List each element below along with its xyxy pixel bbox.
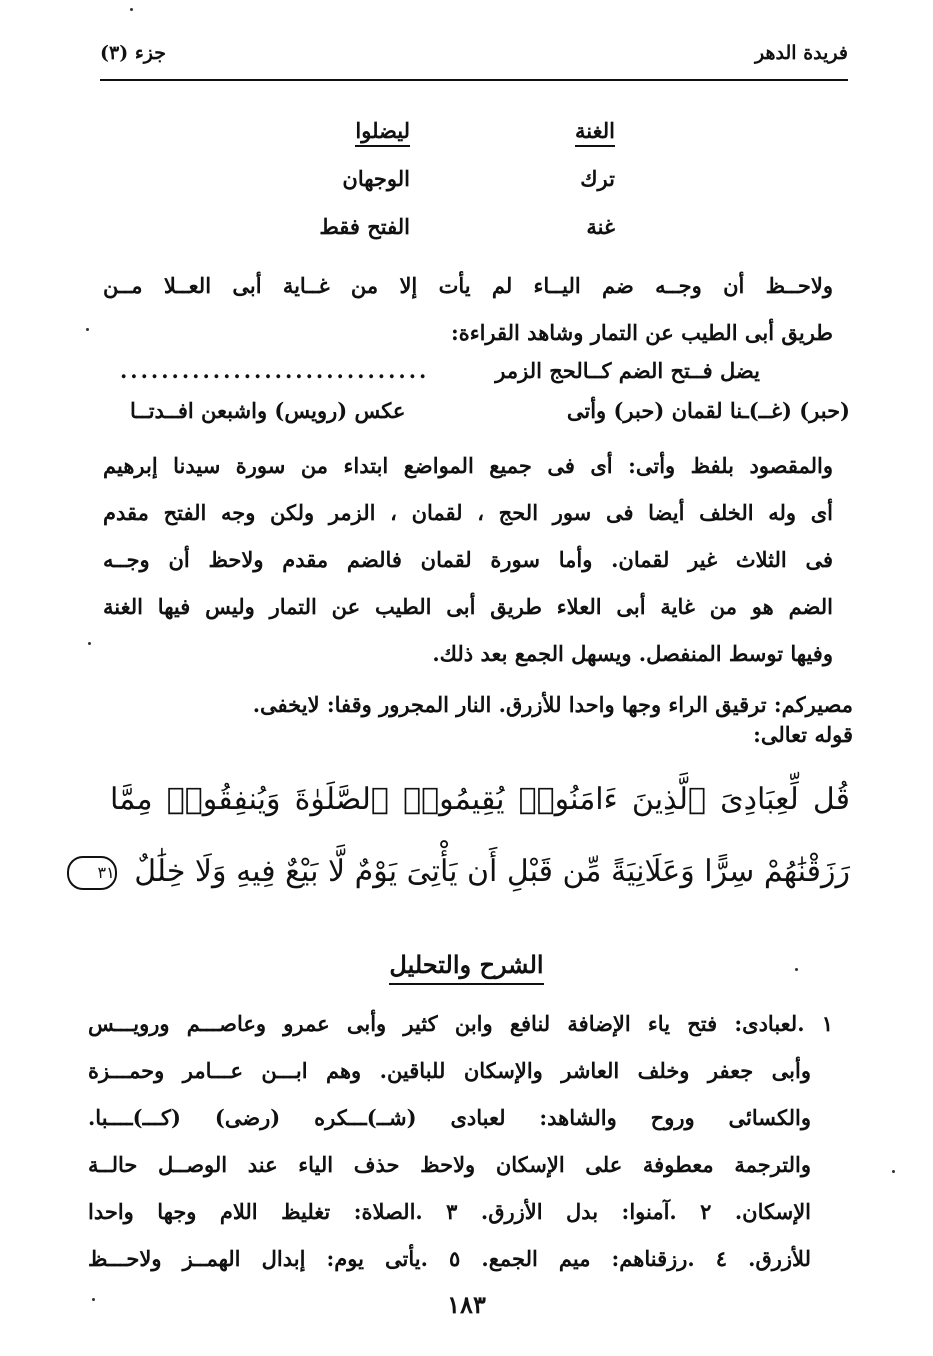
scan-speck xyxy=(130,8,133,11)
paragraph-1 xyxy=(103,262,833,356)
poem-dots: .............................. xyxy=(120,358,430,383)
text-line: للأزرق. ٤ .رزقناهم: ميم الجمع. ٥ .يأتى يوم: إبدال الهمــز ولاحـــظ xyxy=(88,1246,811,1271)
running-header xyxy=(100,38,848,78)
table-cell: الغنة xyxy=(575,118,615,147)
text-line: ١ .لعبادى: فتح ياء الإضافة لنافع وابن كثير وأبى عمرو وعاصـــم ورويـــس xyxy=(88,1011,833,1036)
book-title: فريدة الدهر xyxy=(755,42,848,64)
text-line: طريق أبى الطيب عن التمار وشاهد القراءة: xyxy=(450,320,833,345)
text-line: أى وله الخلف أيضا فى سور الحج ، لقمان ، الزمر ولكن وجه الفتح مقدم xyxy=(103,500,833,525)
quran-line-text: رَزَقْنَٰهُمْ سِرًّا وَعَلَانِيَةً مِّن قَبْلِ أَن يَأْتِىَ يَوْمٌ لَّا بَيْعٌ فِيهِ وَلَا خِلَٰلٌ xyxy=(134,854,850,889)
table-cell: الوجهان xyxy=(342,166,410,191)
paragraph-3 xyxy=(88,690,853,750)
text-line: ولاحــظ أن وجــه ضم اليــاء لم يأت إلا من غــاية أبى العــلا مــن xyxy=(103,273,833,298)
scan-speck xyxy=(892,1170,895,1173)
poem-hemistich: يضل فــتح الضم كــالحج الزمر xyxy=(495,358,760,383)
ayah-number-icon: ٣١ xyxy=(67,856,117,890)
table-cell: ترك xyxy=(580,166,615,191)
section-heading-text: الشرح والتحليل xyxy=(389,950,543,985)
readings-table xyxy=(280,118,640,262)
poem-hemistich: عكس (رويس) واشبعن افــدتــا xyxy=(130,398,406,423)
quran-line: قُل لِّعِبَادِىَ ٱلَّذِينَ ءَامَنُوا۟ يُقِيمُوا۟ ٱلصَّلَوٰةَ وَيُنفِقُوا۟ مِمَّا xyxy=(110,782,850,817)
table-row xyxy=(280,166,640,214)
part-number: جزء (٣) xyxy=(100,42,166,64)
header-rule xyxy=(100,79,848,81)
scan-speck xyxy=(795,968,798,971)
text-line: وأبى جعفر وخلف العاشر والإسكان للباقين. وهم ابـــن عـــامر وحمـــزة xyxy=(88,1058,811,1083)
text-line: والكسائى وروح والشاهد: لعبادى (شــ)ـــكره (رضى) (كـــ)ــــبا. xyxy=(88,1105,811,1130)
quran-verse xyxy=(97,764,850,908)
text-line: الضم هو من غاية أبى العلاء طريق أبى الطيب عن التمار وليس فيها الغنة xyxy=(103,594,833,619)
text-line: وفيها توسط المنفصل. ويسهل الجمع بعد ذلك. xyxy=(432,641,833,666)
text-line: والمقصود بلفظ وأتى: أى فى جميع المواضع ابتداء من سورة سيدنا إبرهيم xyxy=(103,453,833,478)
page-number: ١٨٣ xyxy=(447,1290,486,1319)
poem-line xyxy=(110,358,850,398)
table-row xyxy=(280,118,640,166)
table-cell: الفتح فقط xyxy=(319,214,410,239)
text-line: مصيركم: ترقيق الراء وجها واحدا للأزرق. النار المجرور وقفا: لايخفى. xyxy=(252,692,853,717)
scan-speck xyxy=(86,328,89,331)
poem-hemistich: (حبر) (غــ)ـنا لقمان (حبر) وأتى xyxy=(566,398,850,423)
poem-line xyxy=(110,398,850,438)
verse-poem xyxy=(110,358,850,438)
section-heading xyxy=(0,950,933,979)
table-row xyxy=(280,214,640,262)
paragraph-2 xyxy=(103,442,833,677)
text-line: والترجمة معطوفة على الإسكان ولاحظ حذف الياء عند الوصــل حالــة xyxy=(88,1152,811,1177)
quran-line xyxy=(97,836,850,908)
text-line: قوله تعالى: xyxy=(753,722,853,747)
scan-speck xyxy=(88,642,91,645)
table-cell: ليضلوا xyxy=(355,118,410,147)
text-line: فى الثلاث غير لقمان. وأما سورة لقمان فالضم مقدم ولاحظ أن وجــه xyxy=(103,547,833,572)
paragraph-4 xyxy=(88,1000,833,1282)
scan-speck xyxy=(92,1298,95,1301)
table-cell: غنة xyxy=(586,214,615,239)
text-line: الإسكان. ٢ .آمنوا: بدل الأزرق. ٣ .الصلاة: تغليظ اللام وجها واحدا xyxy=(88,1199,812,1224)
